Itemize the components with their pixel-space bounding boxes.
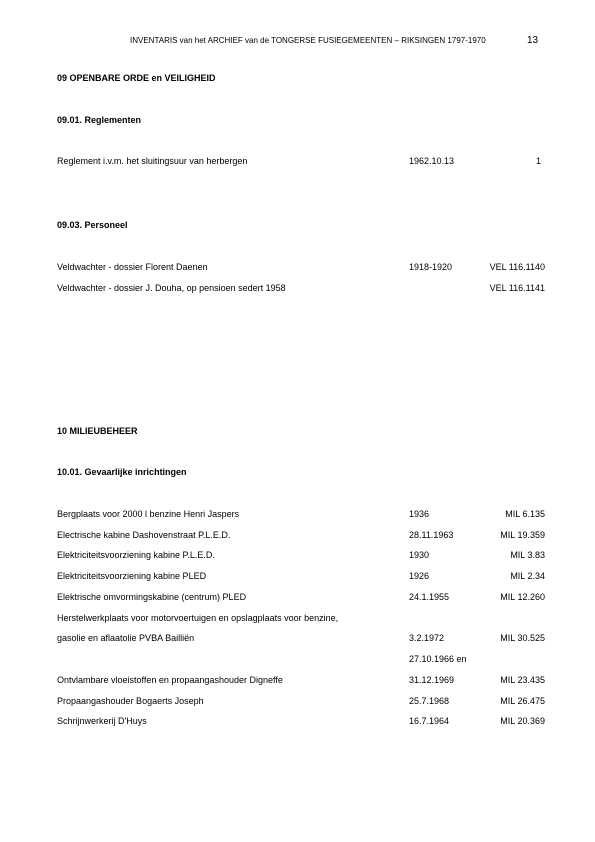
list-item [57, 716, 545, 730]
item-date: 1926 [409, 571, 430, 581]
item-description: Veldwachter - dossier Florent Daenen [57, 262, 208, 272]
item-reference: MIL 20.369 [500, 716, 545, 726]
item-reference: MIL 2.34 [510, 571, 545, 581]
item-description: Herstelwerkplaats voor motorvoertuigen en opslagplaats voor benzine, [57, 613, 339, 623]
item-date: 25.7.1968 [409, 696, 450, 706]
item-date: 16.7.1964 [409, 716, 450, 726]
item-reference: VEL 116.1140 [489, 262, 545, 272]
list-item [57, 613, 545, 627]
subsection-09-01-title: 09.01. Reglementen [57, 115, 142, 125]
item-date: 31.12.1969 [409, 675, 455, 685]
list-item [57, 530, 545, 544]
section-10-title: 10 MILIEUBEHEER [57, 426, 138, 436]
item-description: Elektrische omvormingskabine (centrum) PLED [57, 592, 247, 602]
item-description: Schrijnwerkerij D'Huys [57, 716, 147, 726]
section-09-title: 09 OPENBARE ORDE en VEILIGHEID [57, 73, 216, 83]
item-description: Ontvlambare vloeistoffen en propaangashouder Digneffe [57, 675, 283, 685]
list-item [57, 262, 545, 276]
item-date: 24.1.1955 [409, 592, 450, 602]
item-description: Elektriciteitsvoorziening kabine P.L.E.D. [57, 550, 215, 560]
list-item [57, 633, 545, 647]
page-number: 13 [527, 35, 539, 46]
item-date: 28.11.1963 [409, 530, 454, 540]
list-item [57, 283, 545, 297]
item-reference: MIL 30.525 [500, 633, 545, 643]
item-description: Electrische kabine Dashovenstraat P.L.E.D. [57, 530, 231, 540]
item-description: gasolie en aflaatolie PVBA Bailliën [57, 633, 195, 643]
item-reference: MIL 3.83 [510, 550, 545, 560]
list-item [57, 654, 545, 668]
item-reference: MIL 12.260 [500, 592, 545, 602]
item-reference: MIL 23.435 [500, 675, 545, 685]
item-date: 27.10.1966 en [409, 654, 467, 664]
item-date: 1962.10.13 [409, 156, 455, 166]
item-date: 1918-1920 [409, 262, 453, 272]
header-title: INVENTARIS van het ARCHIEF van de TONGERSE FUSIEGEMEENTEN – RIKSINGEN 1797-1970 [130, 36, 486, 45]
item-date: 3.2.1972 [409, 633, 445, 643]
list-item [57, 592, 545, 606]
item-reference: MIL 26.475 [500, 696, 545, 706]
subsection-10-01-title: 10.01. Gevaarlijke inrichtingen [57, 467, 187, 477]
subsection-09-03-title: 09.03. Personeel [57, 220, 128, 230]
list-item [57, 675, 545, 689]
list-item [57, 571, 545, 585]
item-description: Elektriciteitsvoorziening kabine PLED [57, 571, 207, 581]
item-reference: VEL 116.1141 [489, 283, 545, 293]
item-reference: MIL 6.135 [505, 509, 545, 519]
list-item [57, 156, 545, 170]
page-header [0, 36, 595, 48]
item-description: Veldwachter - dossier J. Douha, op pensioen sedert 1958 [57, 283, 286, 293]
item-description: Reglement i.v.m. het sluitingsuur van herbergen [57, 156, 248, 166]
item-date: 1930 [409, 550, 430, 560]
list-item [57, 696, 545, 710]
list-item [57, 550, 545, 564]
item-description: Propaangashouder Bogaerts Joseph [57, 696, 204, 706]
item-date: 1936 [409, 509, 430, 519]
item-reference: MIL 19.359 [500, 530, 545, 540]
item-description: Bergplaats voor 2000 l benzine Henri Jaspers [57, 509, 240, 519]
list-item [57, 509, 545, 523]
item-reference: 1 [535, 156, 541, 166]
